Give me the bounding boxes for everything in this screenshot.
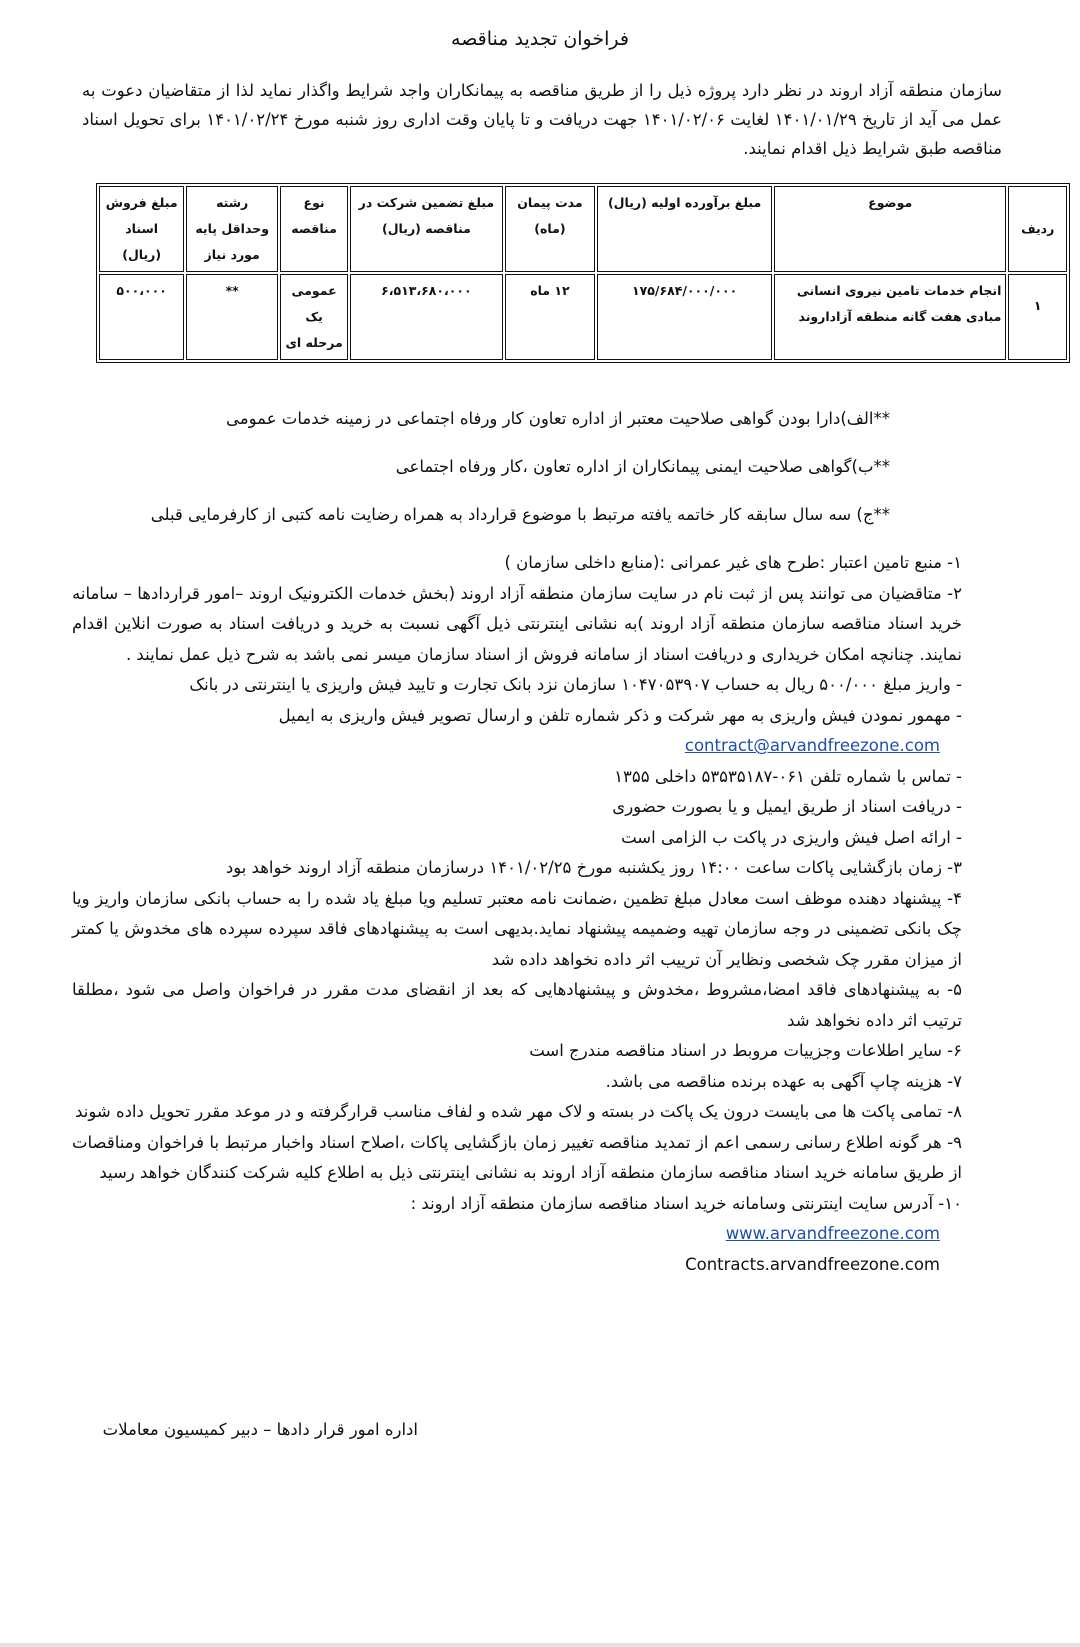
- header-index: ردیف: [1008, 186, 1067, 272]
- list-item: - تماس با شماره تلفن ۰۶۱-۵۳۵۳۵۱۸۷ داخلی ۱۳۵۵: [614, 766, 962, 786]
- list-item: ۱۰- آدرس سایت اینترنتی وسامانه خرید اسناد مناقصه سازمان منطقه آزاد اروند :: [410, 1193, 962, 1213]
- cell-guarantee: ۶،۵۱۳،۶۸۰،۰۰۰: [350, 274, 502, 360]
- cell-docs-price: ۵۰۰،۰۰۰: [99, 274, 184, 360]
- cell-duration: ۱۲ ماه: [505, 274, 596, 360]
- cell-type: عمومی یک مرحله ای: [280, 274, 348, 360]
- header-guarantee: مبلغ تضمین شرکت در مناقصه (ریال): [350, 186, 502, 272]
- list-item-contracts-site: [72, 1250, 962, 1281]
- header-docs-price: مبلغ فروش اسناد (ریال): [99, 186, 184, 272]
- intro-paragraph: سازمان منطقه آزاد اروند در نظر دارد پروژه ذیل را از طریق مناقصه به پیمانکاران واجد شرایط واگذار نماید لذا از متقاضیان دعوت به عمل می آید از تاریخ ۱۴۰۱/۰۱/۲۹ لغایت ۱۴۰۱/۰۲/۰۶ جهت دریافت و تا پایان وقت اداری روز شنبه مورخ ۱۴۰۱/۰۲/۲۴ برای تحویل اسناد مناقصه طبق شرایط ذیل اقدام نمایند.: [82, 81, 1002, 158]
- list-item: ۲- متاقضیان می توانند پس از ثبت نام در سایت سازمان منطقه آزاد اروند (بخش خدمات الکترونیک اروند –امور قراردادها – سامانه خرید اسناد مناقصه سازمان منطقه آزاد اروند )به نشانی اینترنتی ذیل آگهی نسبت به خرید و دریافت اسناد به صورت انلاین اقدام نمایند. چنانچه امکان خریداری و دریافت اسناد از سامانه فروش از اسناد سازمان میسر نمی باشد به شرح ذیل عمل نمایند .: [72, 583, 962, 664]
- cell-grade: **: [186, 274, 278, 360]
- list-item: ۳- زمان بازگشایی پاکات ساعت ۱۴:۰۰ روز یکشنبه مورخ ۱۴۰۱/۰۲/۲۵ درسازمان منطقه آزاد اروند خواهد بود: [225, 858, 962, 877]
- table-row: [99, 274, 1067, 360]
- list-item: ۴- پیشنهاد دهنده موظف است معادل مبلغ تظمین ،ضمانت نامه معتبر تسلیم ویا مبلغ یاد شده را به حساب بانکی سازمان واریز ویا چک بانکی تضمینی در وجه سازمان تهیه وضمیمه پیشنهاد نماید.بدیهی است به پیشنهادهای فاقد سپرده سپرده های مخدوش یا کمتر از میزان مقرر چک شخصی ونظایر آن ترییب اثر داده نخواهد داده شد: [72, 888, 962, 969]
- list-item: ۱- منبع تامین اعتبار :طرح های غیر عمرانی :(منابع داخلی سازمان ): [504, 553, 962, 572]
- site-link[interactable]: www.arvandfreezone.com: [725, 1224, 940, 1243]
- list-item: - ارائه اصل فیش واریزی در پاکت ب الزامی است: [621, 827, 962, 847]
- list-item: ۷- هزینه چاپ آگهی به عهده برنده مناقصه می باشد.: [605, 1071, 962, 1091]
- list-item: ۹- هر گونه اطلاع رسانی رسمی اعم از تمدید مناقصه تغییر زمان بازگشایی پاکات ،اصلاح اسناد واخبار مرتبط با فراخوان ومناقصات از طریق سامانه خرید اسناد مناقصه سازمان منطقه آزاد اروند به نشانی اینترنتی ذیل به اطلاع کلیه شرکت کنندگان خواهد رسید: [72, 1132, 962, 1182]
- list-item: ۵- به پیشنهادهای فاقد امضا،مشروط ،مخدوش و پیشنهادهایی که بعد از انقضای مدت مقرر در فراخوان واصل می شود ،مطلقا ترتیب اثر داده نخواهد شد: [72, 980, 962, 1030]
- list-item-site: [72, 1219, 962, 1250]
- signature: اداره امور قرار دادها – دبیر کمیسیون معاملات: [102, 1420, 418, 1439]
- list-item: - دریافت اسناد از طریق ایمیل و یا بصورت حضوری: [612, 797, 962, 816]
- conditions-list: [72, 548, 962, 1280]
- header-grade: رشته وحداقل پایه مورد نیاز: [186, 186, 278, 272]
- requirement-c: **ج) سه سال سابقه کار خاتمه یافته مرتبط با موضوع قرارداد به همراه رضایت نامه کتبی از کارفرمایی قبلی: [150, 505, 890, 524]
- list-item-email: [72, 731, 962, 762]
- header-type: نوع مناقصه: [280, 186, 348, 272]
- list-item: ۸- تمامی پاکت ها می بایست درون یک پاکت در بسته و لاک مهر شده و لفاف مناسب قرارگرفته و در موعد مقرر تحویل داده شوند: [75, 1102, 962, 1121]
- header-duration: مدت پیمان (ماه): [505, 186, 596, 272]
- list-item: - مهمور نمودن فیش واریزی به مهر شرکت و ذکر شماره تلفن و ارسال تصویر فیش واریزی به ایمیل: [278, 705, 962, 725]
- header-estimate: مبلغ برآورده اولیه (ریال): [597, 186, 772, 272]
- page-title: فراخوان تجدید مناقصه: [451, 28, 629, 50]
- contracts-site-text: Contracts.arvandfreezone.com: [685, 1254, 940, 1274]
- cell-index: ۱: [1008, 274, 1067, 360]
- cell-subject: انجام خدمات تامین نیروی انسانی مبادی هفت گانه منطقه آزاداروند: [774, 274, 1006, 360]
- bottom-divider: [0, 1643, 1080, 1647]
- table-header-row: [99, 186, 1067, 272]
- email-link[interactable]: contract@arvandfreezone.com: [684, 736, 940, 755]
- list-item: - واریز مبلغ ۵۰۰/۰۰۰ ریال به حساب ۱۰۴۷۰۵۳۹۰۷ سازمان نزد بانک تجارت و تایید فیش واریزی یا اینترنتی در بانک: [189, 675, 962, 694]
- header-subject: موضوع: [774, 186, 1006, 272]
- requirement-a: **الف)دارا بودن گواهی صلاحیت معتبر از اداره تعاون کار ورفاه اجتماعی در زمینه خدمات عمومی: [226, 409, 890, 428]
- requirement-b: **ب)گواهی صلاحیت ایمنی پیمانکاران از اداره تعاون ،کار ورفاه اجتماعی: [395, 457, 890, 476]
- tender-table: [96, 183, 1070, 363]
- list-item: ۶- سایر اطلاعات وجزییات مروبط در اسناد مناقصه مندرج است: [529, 1041, 962, 1060]
- cell-estimate: ۱۷۵/۶۸۴/۰۰۰/۰۰۰: [597, 274, 772, 360]
